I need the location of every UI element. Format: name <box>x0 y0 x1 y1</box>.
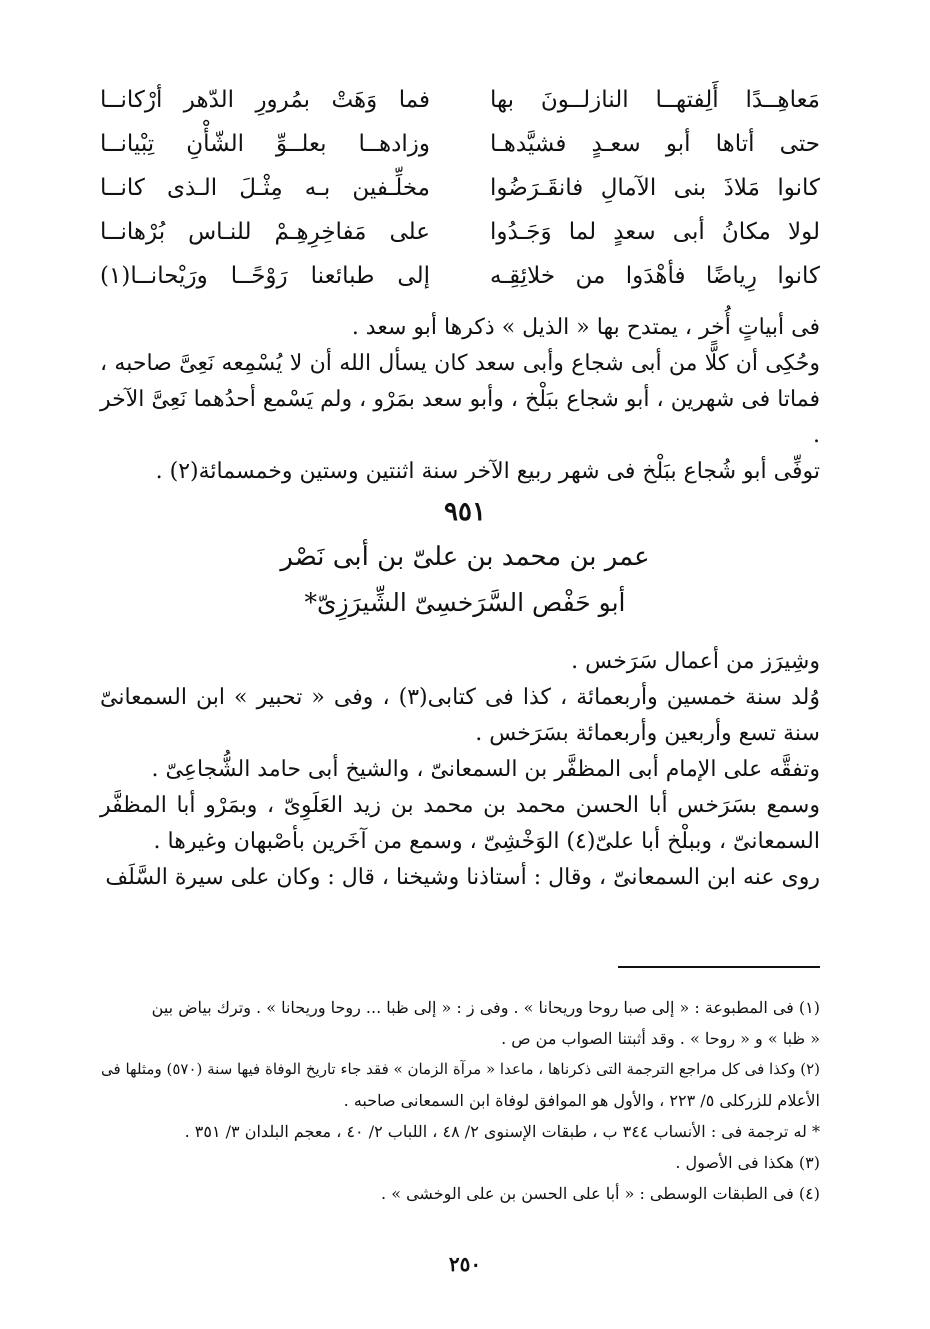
verse-first-hemistich: حتى أتاها أبو سعـدٍ فشيَّدهـا <box>490 131 820 157</box>
footnote-line: الأعلام للزركلى ٥/ ٢٢٣ ، والأول هو الموافق لوفاة ابن السمعانى صاحبه . <box>343 1091 820 1110</box>
biography-text-previous <box>100 310 820 490</box>
footnote-line: (١) فى المطبوعة : « إلى صبا روحا وريحانا » . وفى ز : « إلى ظبا ... روحا وريحانا » . وترك بياض بين <box>151 998 820 1017</box>
verse-first-hemistich: كانوا مَلاذَ بنى الآمالِ فانقَـرَضُوا <box>490 175 820 201</box>
poem-verse <box>100 78 820 122</box>
page-number: ٢٥٠ <box>448 1252 482 1276</box>
footnote-line: (٢) وكذا فى كل مراجع الترجمة التى ذكرناها ، ماعدا « مرآة الزمان » فقد جاء تاريخ الوفاة فيها سنة (٥٧٠) ومثلها فى <box>101 1060 820 1078</box>
entry-kunya: أبو حَفْص السَّرَخسِىّ الشِّيرَزِىّ* <box>304 588 626 617</box>
paragraph: توفِّى أبو شُجاع ببَلْخ فى شهر ربيع الآخر سنة اثنتين وستين وخمسمائة(٢) . <box>155 459 820 484</box>
poem-verse <box>100 166 820 210</box>
paragraph: وسمع بسَرَخس أبا الحسن محمد بن محمد بن زيد العَلَوِىّ ، وبمَرْو أبا المظفَّر السمعانىّ ، وببلْخ أبا علىّ(٤) الوَخْشِىّ ، وسمع من آخَرين بأصْبهان وغيرها . <box>100 793 820 854</box>
verse-first-hemistich: لولا مكانُ أبى سعدٍ لما وَجَـدُوا <box>490 219 820 245</box>
paragraph: روى عنه ابن السمعانىّ ، وقال : أستاذنا وشيخنا ، قال : وكان على سيرة السَّلَف <box>105 865 820 890</box>
verse-second-hemistich: على مَفاخِرِهِـمْ للنـاس بُرْهانــا <box>100 219 430 245</box>
footnote-line: (٤) فى الطبقات الوسطى : « أبا على الحسن بن على الوخشى » . <box>381 1184 820 1203</box>
verse-first-hemistich: مَعاهِــدًا أَلِفتهــا النازلــونَ بها <box>490 87 820 113</box>
poem-verse <box>100 254 820 298</box>
entry-name: عمر بن محمد بن علىّ بن أبى نَصْر <box>280 542 650 572</box>
footnotes <box>100 992 820 1209</box>
paragraph: وحُكِى أن كلًّا من أبى شجاع وأبى سعد كان يسأل الله أن لا يُسْمِعه نَعِىَّ صاحبه ، فماتا فى شهرين ، أبو شجاع ببَلْخ ، وأبو سعد بمَرْو ، ولم يَسْمع أحدُهما نَعِىَّ الآخر . <box>100 351 820 448</box>
footnote-separator <box>618 966 820 968</box>
poem-verse <box>100 210 820 254</box>
verse-second-hemistich: وزادهــا بعلــوِّ الشّأْنِ تِبْيانــا <box>100 131 430 157</box>
paragraph: وتفقَّه على الإمام أبى المظفَّر بن السمعانىّ ، والشيخ أبى حامد الشُّجاعِىّ . <box>151 757 820 782</box>
footnote-line: (٣) هكذا فى الأصول . <box>675 1153 820 1172</box>
footnote-line: * له ترجمة فى : الأنساب ٣٤٤ ب ، طبقات الإسنوى ٢/ ٤٨ ، اللباب ٢/ ٤٠ ، معجم البلدان ٣/ ٣٥١ . <box>184 1122 820 1141</box>
poem <box>100 78 820 298</box>
entry-number: ٩٥١ <box>444 497 486 527</box>
verse-first-hemistich: كانوا رِياضًا فأهْدَوا من خلائِقِـه <box>490 263 820 289</box>
biography-text-entry <box>100 644 820 896</box>
verse-second-hemistich: مخلِّـفين بـه مِثْـلَ الـذى كانــا <box>100 175 430 201</box>
verse-second-hemistich: إلى طبائعنا رَوْحًــا ورَيْحانــا(١) <box>100 263 430 289</box>
paragraph: فى أبياتٍ أُخر ، يمتدح بها « الذيل » ذكرها أبو سعد . <box>351 315 820 340</box>
paragraph: وشِيرَز من أعمال سَرَخس . <box>571 649 820 674</box>
poem-verse <box>100 122 820 166</box>
footnote-line: « ظبا » و « روحا » . وقد أثبتنا الصواب من ص . <box>501 1029 820 1048</box>
verse-second-hemistich: فما وَهَتْ بمُرورِ الدّهر أرْكانــا <box>100 87 430 113</box>
paragraph: وُلد سنة خمسين وأربعمائة ، كذا فى كتابى(٣) ، وفى « تحبير » ابن السمعانىّ سنة تسع وأربعين وأربعمائة بسَرَخس . <box>100 685 820 746</box>
